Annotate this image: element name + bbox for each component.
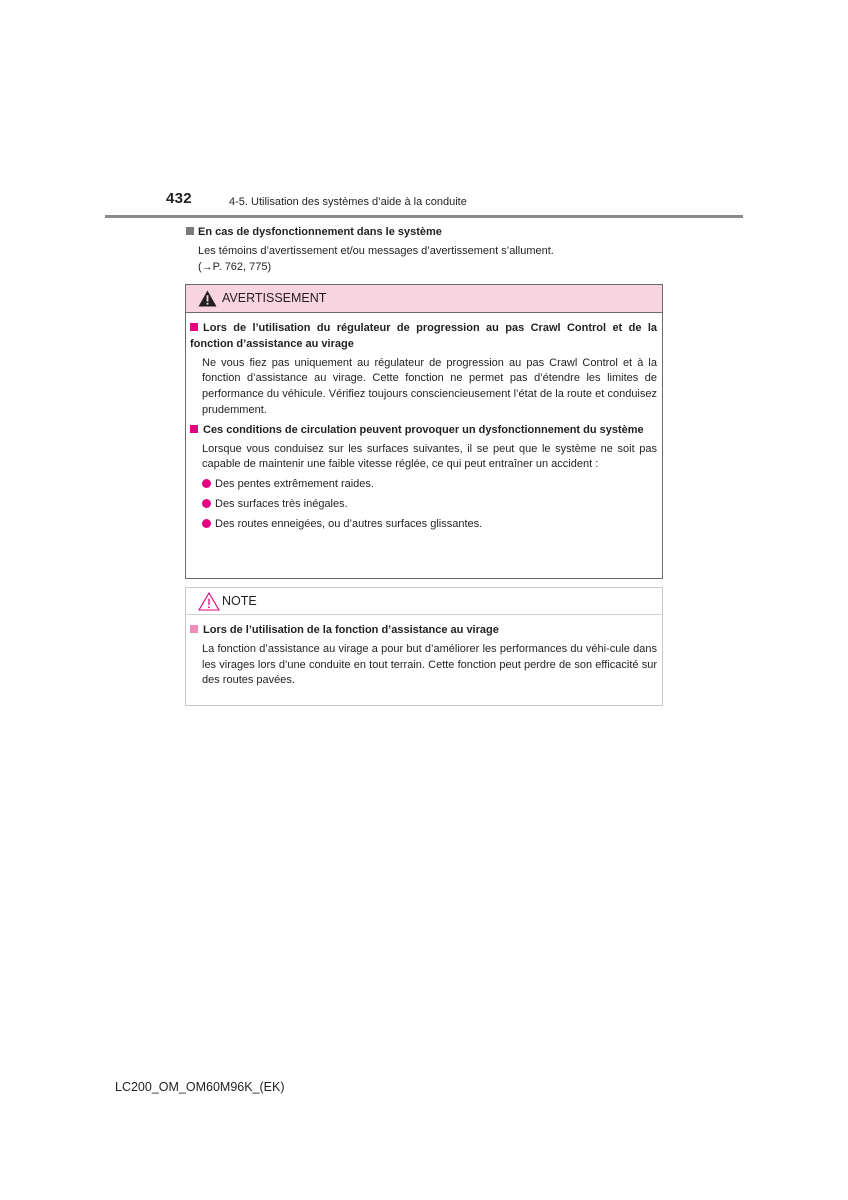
warning-body — [186, 313, 662, 533]
warning-item-1-heading-text: Lors de l’utilisation du régulateur de progression au pas Crawl Control et de la fonction d’assistance au virage — [190, 322, 657, 350]
note-heading — [190, 623, 657, 639]
note-heading-text: Lors de l’utilisation de la fonction d’assistance au virage — [203, 624, 499, 636]
intro-heading — [186, 226, 442, 238]
intro-heading-text: En cas de dysfonctionnement dans le système — [198, 226, 442, 238]
bullet-dot-icon — [202, 519, 211, 528]
warning-item-2-text: Lorsque vous conduisez sur les surfaces suivantes, il se peut que le système ne soit pas capable de maintenir une faible vitesse réglée, ce qui peut entraîner un accident : — [202, 442, 657, 471]
note-text: La fonction d’assistance au virage a pour but d’améliorer les performances du véhi-cule dans les virages lors d’une conduite en tout terrain. Cette fonction peut perdre de son efficacité sur des routes pavées. — [202, 642, 657, 687]
list-item — [190, 517, 657, 533]
warning-title: AVERTISSEMENT — [222, 291, 327, 305]
warning-item-2-heading — [190, 423, 657, 439]
magenta-square-icon — [190, 425, 198, 433]
magenta-square-icon — [190, 323, 198, 331]
note-title: NOTE — [222, 594, 257, 608]
note-header — [186, 588, 662, 615]
page-number: 432 — [166, 190, 192, 207]
gray-square-icon — [186, 227, 194, 235]
bullet-text: Des routes enneigées, ou d’autres surfaces glissantes. — [215, 517, 483, 530]
pink-square-icon — [190, 625, 198, 633]
warning-item-2-heading-text: Ces conditions de circulation peuvent provoquer un dysfonctionnement du système — [203, 423, 644, 436]
intro-line1: Les témoins d’avertissement et/ou messages d’avertissement s’allument. — [198, 245, 554, 257]
warning-item-1-heading — [190, 321, 657, 353]
note-box — [185, 587, 663, 706]
warning-item-1-text: Ne vous fiez pas uniquement au régulateur de progression au pas Crawl Control et à la fonction d’assistance au virage. Cette fonction ne permet pas d’étendre les limites de performance du véhicule. Vérifiez toujours consciencieusement l’état de la route et conduisez prudemment. — [202, 356, 657, 416]
intro-line2: (→P. 762, 775) — [198, 261, 272, 273]
caution-triangle-icon — [198, 592, 220, 616]
section-path: 4-5. Utilisation des systèmes d’aide à la conduite — [229, 196, 467, 208]
bullet-text: Des surfaces très inégales. — [215, 497, 348, 510]
warning-box — [185, 284, 663, 579]
bullet-list — [190, 477, 657, 532]
bullet-dot-icon — [202, 499, 211, 508]
warning-triangle-icon — [198, 290, 217, 312]
bullet-dot-icon — [202, 479, 211, 488]
bullet-text: Des pentes extrêmement raides. — [215, 478, 374, 491]
footer-doc-code: LC200_OM_OM60M96K_(EK) — [115, 1080, 285, 1094]
warning-header — [186, 285, 662, 313]
intro-text — [198, 243, 628, 275]
header-rule — [105, 215, 743, 218]
note-body — [186, 615, 662, 689]
list-item — [190, 497, 657, 513]
list-item — [190, 477, 657, 493]
